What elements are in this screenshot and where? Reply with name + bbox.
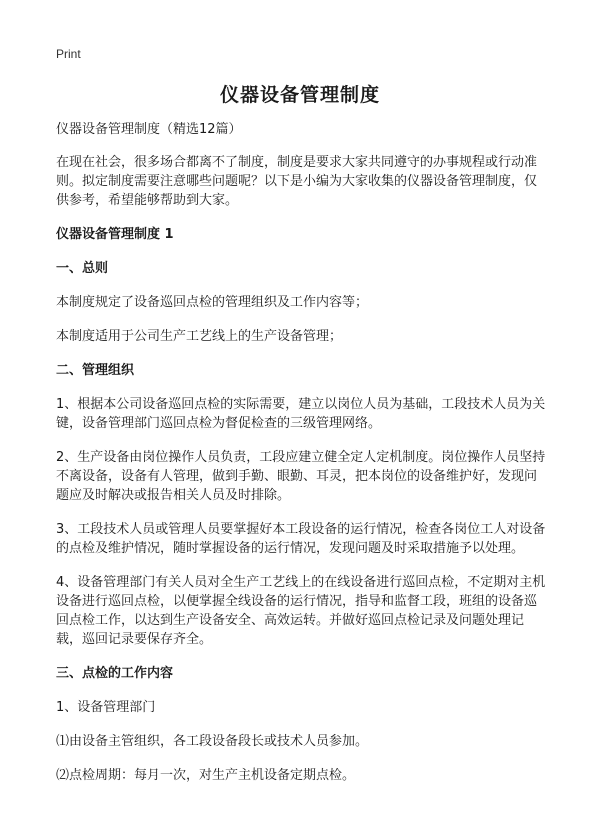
heading-general: 一、总则	[56, 261, 109, 276]
paragraph: 本制度规定了设备巡回点检的管理组织及工作内容等；	[56, 295, 369, 310]
print-label[interactable]: Print	[56, 47, 81, 61]
paragraph: 4、设备管理部门有关人员对全生产工艺线上的在线设备进行巡回点检，不定期对主机设备进行巡回点检，以便掌握全线设备的运行情况，指导和监督工段，班组的设备巡回点检工作，以达到生产设备安全、高效运转。并做好巡回点检记录及问题处理记载，巡回记录要保存齐全。	[56, 575, 546, 647]
paragraph: 1、根据本公司设备巡回点检的实际需要，建立以岗位人员为基础，工段技术人员为关键，设备管理部门巡回点检为督促检查的三级管理网络。	[56, 397, 546, 431]
paragraph: 2、生产设备由岗位操作人员负责，工段应建立健全定人定机制度。岗位操作人员坚持不离设备，设备有人管理，做到手勤、眼勤、耳灵，把本岗位的设备维护好，发现问题应及时解决或报告相关人员及时排除。	[56, 450, 546, 503]
document-subtitle: 仪器设备管理制度（精选12篇）	[56, 122, 242, 137]
section-title: 仪器设备管理制度 1	[56, 227, 174, 242]
paragraph: ⑴由设备主管组织，各工段设备段长或技术人员参加。	[56, 734, 369, 749]
paragraph: 3、工段技术人员或管理人员要掌握好本工段设备的运行情况，检查各岗位工人对设备的点检及维护情况，随时掌握设备的运行情况，发现问题及时采取措施予以处理。	[56, 522, 546, 556]
paragraph: 1、设备管理部门	[56, 700, 156, 715]
document-title: 仪器设备管理制度	[219, 84, 380, 106]
document-body	[56, 120, 548, 800]
heading-organization: 二、管理组织	[56, 363, 135, 378]
paragraph: ⑵点检周期：每月一次，对生产主机设备定期点检。	[56, 768, 356, 783]
heading-inspection: 三、点检的工作内容	[56, 666, 174, 681]
paragraph: 本制度适用于公司生产工艺线上的生产设备管理；	[56, 329, 343, 344]
intro-paragraph: 在现在社会，很多场合都离不了制度，制度是要求大家共同遵守的办事规程或行动准则。拟定制度需要注意哪些问题呢？以下是小编为大家收集的仪器设备管理制度，仅供参考，希望能够帮助到大家。	[56, 155, 538, 208]
